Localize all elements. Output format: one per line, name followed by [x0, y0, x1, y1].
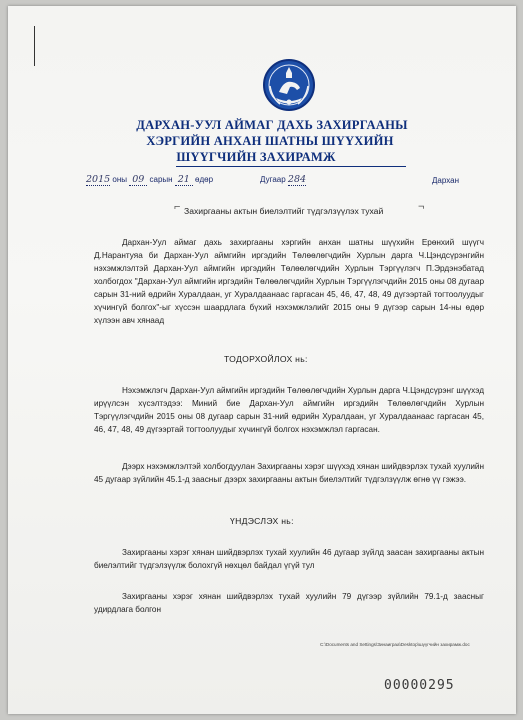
- date-day: 21: [175, 174, 193, 186]
- number-label: Дугаар: [260, 175, 286, 184]
- subject-bracket-right: ¬: [418, 201, 425, 213]
- header-line-1: ДАРХАН-УУЛ АЙМАГ ДАХЬ ЗАХИРГААНЫ: [136, 118, 408, 132]
- date-year: 2015: [86, 174, 111, 185]
- subject-line: Захиргааны актын биелэлтийг түдгэлзүүлэх тухай: [184, 206, 384, 216]
- paragraph-basis-1: Захиргааны хэрэг хянан шийдвэрлэх тухай хуулийн 46 дугаар зүйлд заасан захиргааны актын биелэлтийг түдгэлзүүлж болохгүй нөхцөл байдал үгүй тул: [94, 548, 484, 570]
- file-path-footer: C:\Documents and Settings\Зинаиграа\Desktop\шүүгчийн захирамж.doc: [320, 642, 470, 647]
- subject-bracket-left: ⌐: [174, 201, 181, 213]
- place-label: Дархан: [432, 176, 460, 185]
- date-month-suffix: сарын: [147, 175, 173, 184]
- header-line-3: ШҮҮГЧИЙН ЗАХИРАМЖ: [176, 150, 336, 164]
- date-line: [86, 174, 213, 186]
- state-emblem-icon: [262, 58, 316, 112]
- number-value: 284: [287, 174, 307, 185]
- date-year-suffix: оны: [110, 175, 128, 184]
- date-day-suffix: өдөр: [192, 175, 214, 184]
- section-undesleh: ҮНДЭСЛЭХ нь:: [230, 516, 294, 526]
- document-page: [8, 6, 516, 714]
- number-field: [260, 174, 306, 186]
- margin-mark: [34, 26, 35, 66]
- paragraph-request: Дээрх нэхэмжлэлтэй холбогдуулан Захиргааны хэрэг шүүхэд хянан шийдвэрлэх тухай хуулийн 45 дугаар зүйлийн 45.1-д заасныг дээрх захиргааны актын биелэлтийг түдгэлзүүлж өгнө үү гэжээ.: [94, 462, 484, 484]
- section-tododorhoiloh: ТОДОРХОЙЛОХ нь:: [224, 354, 308, 364]
- serial-number: 00000295: [384, 678, 455, 693]
- header-divider: [176, 166, 406, 167]
- header-line-2: ХЭРГИЙН АНХАН ШАТНЫ ШҮҮХИЙН: [146, 134, 394, 148]
- date-month: 09: [129, 174, 147, 186]
- paragraph-basis-2: Захиргааны хэрэг хянан шийдвэрлэх тухай хуулийн 79 дүгээр зүйлийн 79.1-д заасныг удирдлага болгон: [94, 592, 484, 614]
- paragraph-claim: Нэхэмжлэгч Дархан-Уул аймгийн иргэдийн Төлөөлөгчдийн Хурлын дарга Ч.Цэндсүрэнг шүүхэд ирүүлсэн хүсэлтэдээ: Миний бие Дархан-Уул аймгийн иргэдийн Төлөөлөгчдийн Хурлын Тэргүүлэгчдийн 2015 оны 08 дугаар сарын 31-ний өдрийн Хуралдаан, уг Хуралдаанаас гаргасан 45, 46, 47, 48, 49 дүгээртай тогтоолуудыг хүчингүй болгох нэхэмжлэл гаргасан.: [94, 386, 484, 434]
- paragraph-intro: Дархан-Уул аймаг дахь захиргааны хэргийн анхан шатны шүүхийн Ерөнхий шүүгч Д.Нарантуяа би Дархан-Уул аймгийн иргэдийн Төлөөлөгчдийн Хурлын дарга Ч.Цэндсүрэнгийн нэхэмжлэлтэй Дархан-Уул аймгийн иргэдийн Төлөөлөгчдийн Хурлын Тэргүүлэгч П.Эрдэнэбатад холбогдох "Дархан-Уул аймгийн иргэдийн Төлөөлөгчдийн Хурлын Тэргүүлэгчдийн 2015 оны 08 дугаар сарын 31-ний өдрийн Хуралдаан, уг Хуралдаанаас гаргасан 45, 46, 47, 48, 49 дүгээртай тогтоолуудыг хүчингүй болгох"-ыг хүссэн шаардлага бүхий нэхэмжлэлийг 2015 оны 9 дүгээр сарын 14-ны өдөр хүлээн авч хянаад: [94, 238, 484, 325]
